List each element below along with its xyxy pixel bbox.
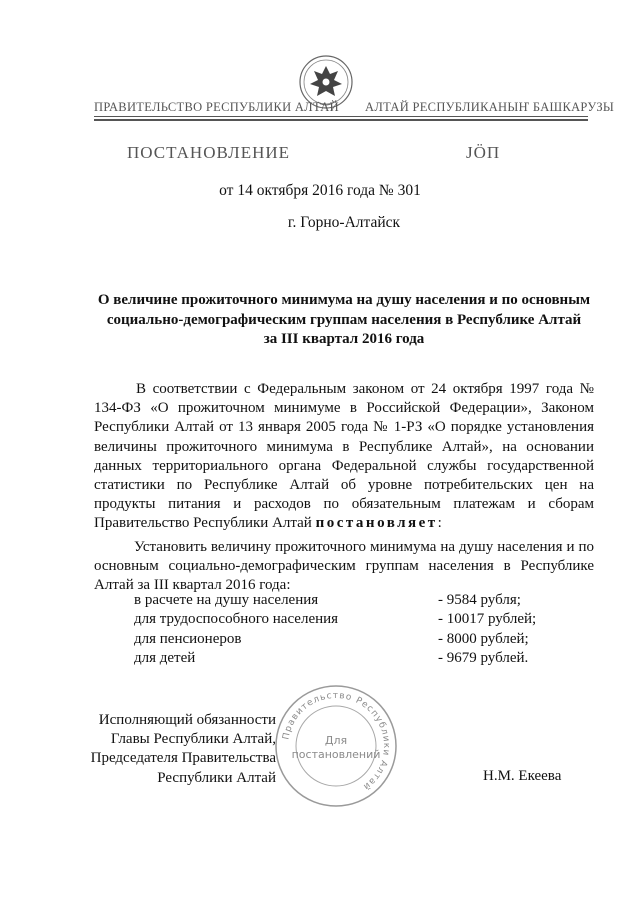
stamp-center-text-1: Для xyxy=(324,734,348,747)
stamp-ring-text: Правительство Республики Алтай xyxy=(281,690,392,792)
value-label: для трудоспособного населения xyxy=(134,611,339,628)
document-title xyxy=(94,291,594,350)
value-label: в расчете на душу населения xyxy=(134,592,319,608)
value-amount: - 9679 рублей. xyxy=(438,649,529,666)
document-type-altai: ЈӦП xyxy=(466,143,501,162)
title-line-2: социально-демографическим группам населения в Республике Алтай xyxy=(106,311,582,328)
value-label: для пенсионеров xyxy=(134,630,242,647)
signatory-name: Н.М. Екеева xyxy=(483,768,562,784)
list-item xyxy=(134,649,594,668)
signatory-line-4: Республики Алтай xyxy=(157,769,276,786)
list-item xyxy=(134,610,594,629)
stamp-center-text-2: постановлений xyxy=(291,748,381,761)
value-amount: - 9584 рубля; xyxy=(438,592,521,608)
government-name-altai: АЛТАЙ РЕСПУБЛИКАНЫҤ БАШКАРУЗЫ xyxy=(365,100,615,114)
minimum-values-list xyxy=(134,591,594,668)
signatory-line-3: Председателя Правительства xyxy=(90,750,276,767)
header-rule-thick xyxy=(94,119,588,121)
decree-colon: : xyxy=(437,515,442,532)
value-amount: - 10017 рублей; xyxy=(438,611,537,628)
preamble-paragraph xyxy=(94,380,594,534)
value-label: для детей xyxy=(134,649,196,666)
preamble-text: В соответствии с Федеральным законом от 24 октября 1997 года № 134-ФЗ «О прожиточном минимуме в Российской Федерации», Законом Республики Алтай от 13 января 2005 года № 1-РЗ «О порядке установления величины прожиточного минимума в Республике Алтай», на основании данных территориального органа Федеральной службы государственной статистики по Республике Алтай об уровне потребительских цен на продукты питания и расходов по обязательным платежам и сборам Правительство Республики Алтай xyxy=(94,381,594,532)
signatory-line-1: Исполняющий обязанности xyxy=(98,712,276,728)
signatory-line-2: Главы Республики Алтай, xyxy=(110,731,276,748)
government-name-russian: ПРАВИТЕЛЬСТВО РЕСПУБЛИКИ АЛТАЙ xyxy=(94,100,339,114)
signatory-position xyxy=(76,711,276,788)
header-rule-thin xyxy=(94,116,588,117)
decree-word: постановляет xyxy=(315,515,438,532)
document-type-russian: ПОСТАНОВЛЕНИЕ xyxy=(127,143,291,162)
value-amount: - 8000 рублей; xyxy=(438,630,529,647)
document-date-number: от 14 октября 2016 года № 301 xyxy=(219,182,421,199)
list-item xyxy=(134,591,594,610)
resolution-paragraph: Установить величину прожиточного минимума на душу населения и по основным социально-демографическим группам населения в Республике Алтай за III квартал 2016 года: xyxy=(94,539,594,594)
list-item xyxy=(134,630,594,649)
document-city: г. Горно-Алтайск xyxy=(287,214,401,231)
title-line-3: за III квартал 2016 года xyxy=(263,331,425,347)
title-line-1: О величине прожиточного минимума на душу населения и по основным xyxy=(97,292,591,308)
